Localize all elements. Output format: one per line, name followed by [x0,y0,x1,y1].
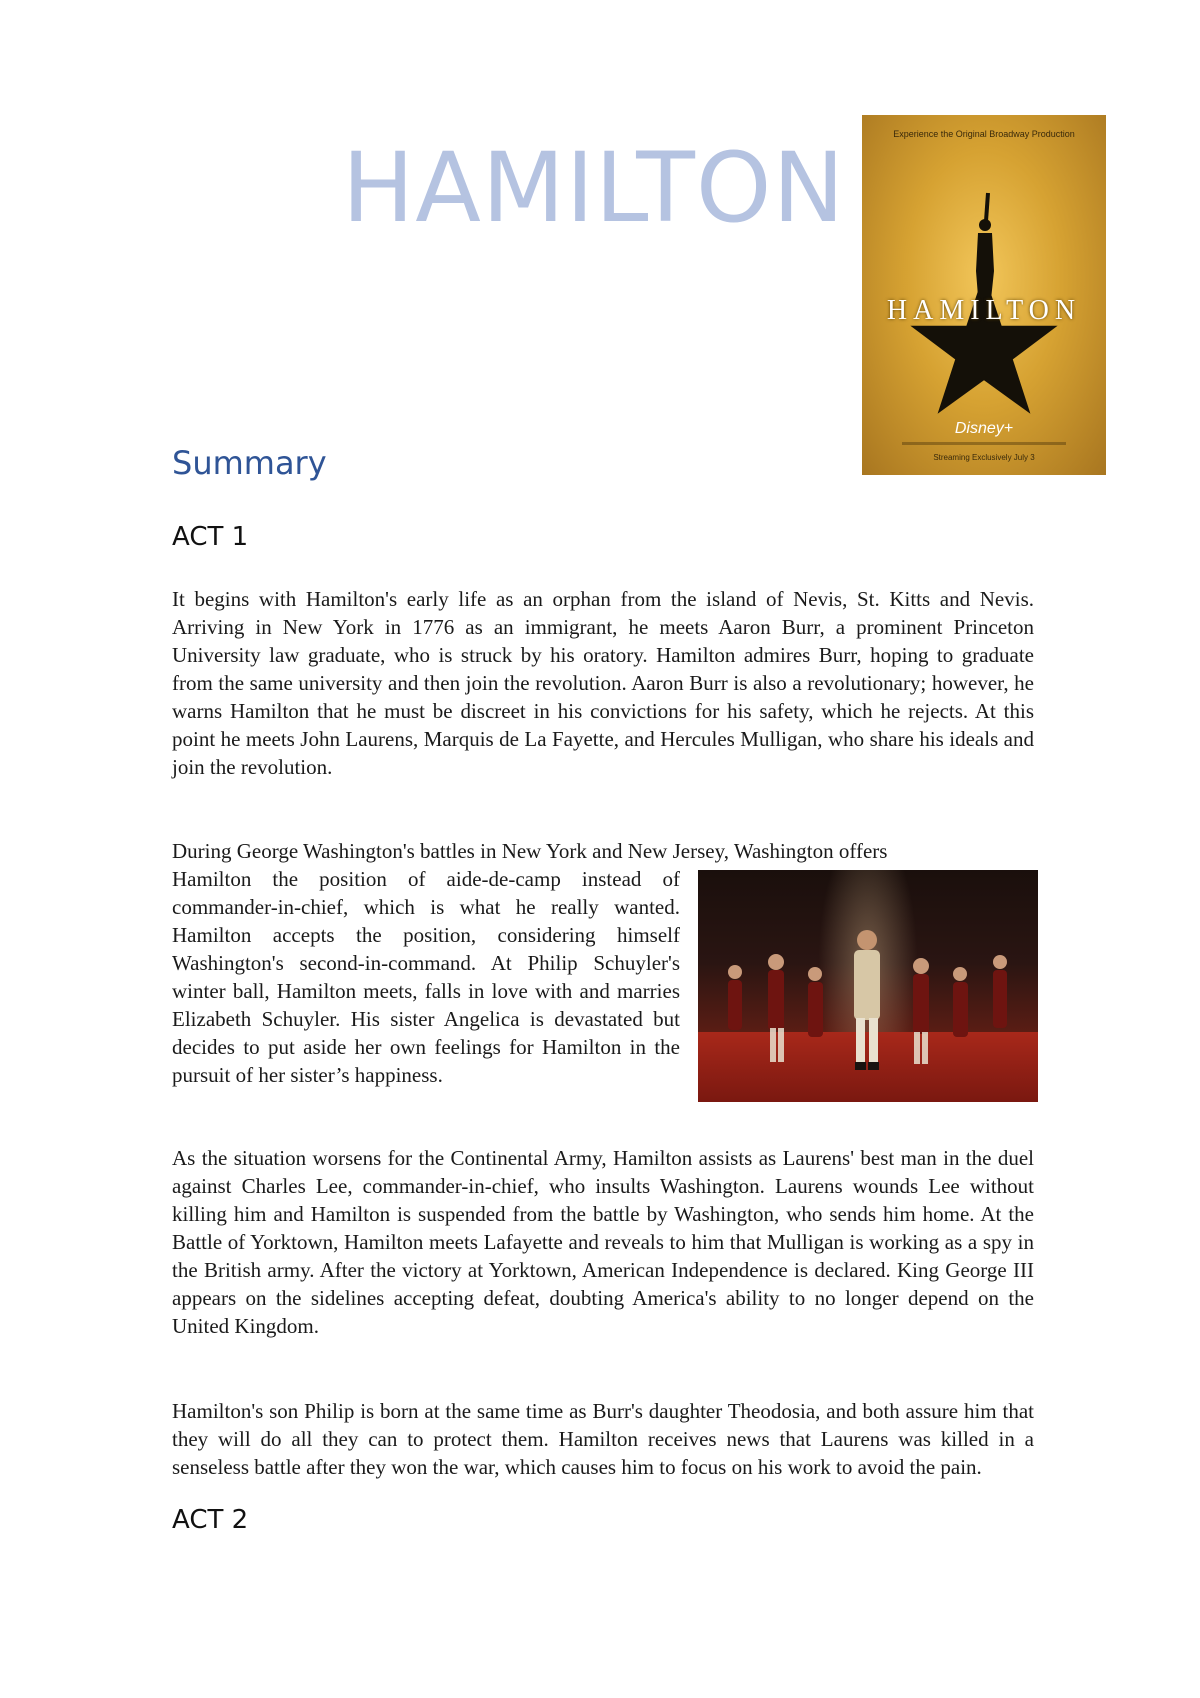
figure-silhouette-icon [968,191,1002,311]
hamilton-poster-image [862,115,1106,475]
document-title: HAMILTON [342,132,846,244]
stage-performance-photo [698,870,1038,1102]
stage-cast-silhouettes [698,870,1038,1102]
act-1-paragraph-2-lead: During George Washington's battles in New York and New Jersey, Washington offers [172,839,888,863]
poster-tagline: Experience the Original Broadway Production [893,129,1075,139]
act-2-heading: ACT 2 [172,1505,249,1535]
poster-credits-line [902,442,1066,445]
summary-heading: Summary [172,444,327,482]
act-1-paragraph-4: Hamilton's son Philip is born at the same time as Burr's daughter Theodosia, and both assure him that they will do all they can to protect them. Hamilton receives news that Laurens was killed in a senseless battle after they won the war, which causes him to focus on his work to avoid the pain. [172,1399,1034,1479]
poster-brand-logo: Disney+ [954,420,1014,437]
act-1-paragraph-3: As the situation worsens for the Continental Army, Hamilton assists as Laurens' best man in the duel against Charles Lee, commander-in-chief, who insults Washington. Laurens wounds Lee without killing him and Hamilton is suspended from the battle by Washington, who sends him home. At the Battle of Yorktown, Hamilton meets Lafayette and reveals to him that Mulligan is working as a spy in the British army. After the victory at Yorktown, American Independence is declared. King George III appears on the sidelines accepting defeat, doubting America's ability to no longer depend on the United Kingdom. [172,1146,1034,1338]
act-1-paragraph-2-wrapped: Hamilton the position of aide-de-camp instead of commander-in-chief, which is what he really wanted. Hamilton accepts the position, considering himself Washington's second-in-command. At Philip Schuyler's winter ball, Hamilton meets, falls in love with and marries Elizabeth Schuyler. His sister Angelica is devastated but decides to put aside her own feelings for Hamilton in the pursuit of her sister’s happiness. [172,867,680,1087]
act-1-heading: ACT 1 [172,522,249,552]
poster-title: HAMILTON [886,295,1082,326]
poster-streaming-text: Streaming Exclusively July 3 [933,453,1035,462]
act-1-paragraph-1: It begins with Hamilton's early life as an orphan from the island of Nevis, St. Kitts and Nevis. Arriving in New York in 1776 as an immigrant, he meets Aaron Burr, a prominent Princeton University law graduate, who is struck by his oratory. Hamilton admires Burr, hoping to graduate from the same university and then join the revolution. Aaron Burr is also a revolutionary; however, he warns Hamilton that he must be discreet in his convictions for his safety, which he rejects. At this point he meets John Laurens, Marquis de La Fayette, and Hercules Mulligan, who share his ideals and join the revolution. [172,587,1034,779]
